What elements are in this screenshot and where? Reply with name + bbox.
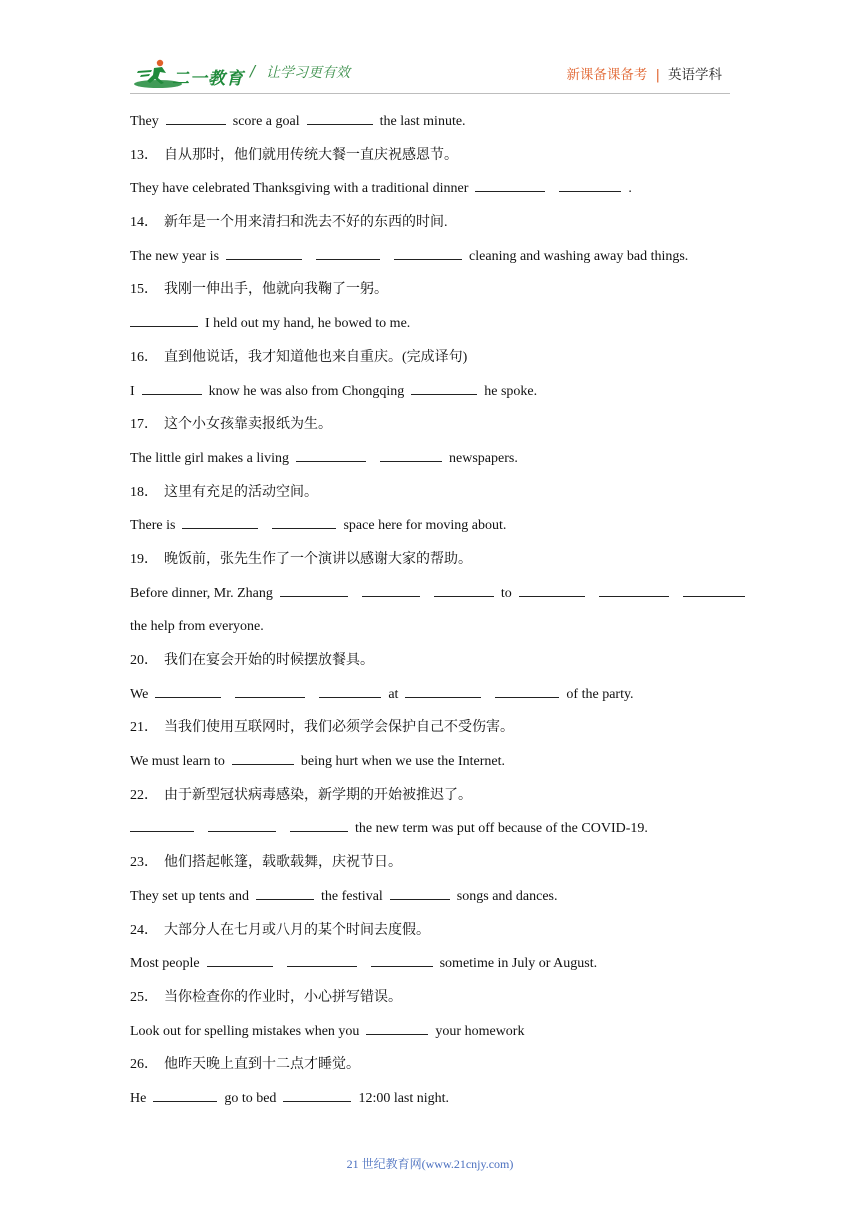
answer-sentence	[130, 312, 740, 346]
answer-sentence	[130, 514, 740, 548]
question-number: 19．	[130, 551, 158, 567]
answer-blank[interactable]	[394, 245, 462, 260]
question-prompt	[130, 144, 740, 178]
sentence-text: newspapers.	[449, 450, 518, 466]
question-number: 13．	[130, 147, 158, 163]
sentence-text: the new term was put off because of the COVID-19.	[355, 821, 648, 837]
question-prompt	[130, 211, 740, 245]
question-text: 他昨天晚上直到十二点才睡觉。	[164, 1057, 360, 1073]
question-prompt	[130, 851, 740, 885]
answer-blank[interactable]	[405, 683, 481, 698]
header-divider: |	[655, 67, 660, 83]
question-text: 这个小女孩靠卖报纸为生。	[164, 417, 332, 433]
sentence-text: We must learn to	[130, 754, 225, 770]
sentence-text: Most people	[130, 956, 200, 972]
answer-blank[interactable]	[287, 952, 357, 967]
question-number: 18．	[130, 484, 158, 500]
question-number: 20．	[130, 653, 158, 668]
answer-blank[interactable]	[182, 514, 258, 529]
answer-sentence	[130, 1087, 740, 1121]
sentence-text: space here for moving about.	[343, 518, 507, 534]
sentence-text: at	[388, 686, 399, 702]
sentence-text: He	[130, 1090, 147, 1106]
sentence-text: We	[130, 686, 149, 702]
answer-sentence	[130, 380, 740, 414]
sentence-text: .	[628, 181, 632, 197]
question-number: 23．	[130, 855, 158, 871]
answer-blank[interactable]	[362, 582, 420, 597]
answer-sentence	[130, 110, 740, 144]
question-prompt	[130, 919, 740, 953]
sentence-text: the festival	[320, 888, 383, 904]
sentence-text: Look out for spelling mistakes when you	[130, 1023, 360, 1039]
question-number: 26．	[130, 1057, 158, 1073]
answer-blank[interactable]	[366, 1020, 428, 1035]
page-footer: 21 世纪教育网(www.21cnjy.com)	[346, 1157, 514, 1171]
question-prompt	[130, 649, 740, 683]
question-prompt	[130, 346, 740, 380]
logo-text: 二一教育	[172, 69, 244, 89]
page-header	[0, 0, 860, 100]
slogan-separator: /	[250, 62, 256, 80]
answer-blank[interactable]	[683, 582, 745, 597]
sentence-text: I	[130, 383, 135, 399]
answer-sentence	[130, 817, 740, 851]
question-prompt	[130, 784, 740, 818]
answer-blank[interactable]	[155, 683, 221, 698]
slogan: 让学习更有效	[266, 65, 350, 81]
answer-blank[interactable]	[142, 380, 202, 395]
question-text: 新年是一个用来清扫和洗去不好的东西的时间.	[164, 215, 448, 231]
sentence-text: of the party.	[566, 686, 634, 702]
question-prompt	[130, 481, 740, 515]
answer-sentence	[130, 615, 740, 649]
sentence-text: songs and dances.	[456, 888, 558, 904]
answer-sentence	[130, 1020, 740, 1054]
sentence-text: The little girl makes a living	[130, 450, 290, 466]
question-text: 我们在宴会开始的时候摆放餐具。	[164, 653, 374, 668]
sentence-text: The new year is	[130, 248, 220, 264]
answer-sentence	[130, 683, 740, 717]
sentence-text: the last minute.	[379, 114, 466, 129]
answer-blank[interactable]	[434, 582, 494, 597]
answer-blank[interactable]	[411, 380, 477, 395]
question-number: 15．	[130, 282, 158, 298]
sentence-text: They have celebrated Thanksgiving with a traditional dinner	[130, 181, 469, 197]
sentence-text: There is	[130, 518, 176, 534]
answer-blank[interactable]	[130, 817, 194, 832]
answer-blank[interactable]	[371, 952, 433, 967]
answer-blank[interactable]	[519, 582, 585, 597]
sentence-text: your homework	[435, 1023, 525, 1039]
sentence-text: he spoke.	[484, 383, 538, 399]
answer-blank[interactable]	[235, 683, 305, 698]
answer-sentence	[130, 750, 740, 784]
sentence-text: They	[130, 114, 159, 129]
answer-blank[interactable]	[272, 514, 336, 529]
question-number: 14．	[130, 215, 158, 231]
question-number: 24．	[130, 922, 158, 938]
header-divider-line	[130, 93, 730, 94]
sentence-text: to	[500, 585, 512, 601]
answer-blank[interactable]	[316, 245, 380, 260]
question-prompt	[130, 278, 740, 312]
question-number: 25．	[130, 989, 158, 1005]
answer-blank[interactable]	[495, 683, 559, 698]
answer-sentence	[130, 582, 740, 616]
question-number: 16．	[130, 349, 158, 365]
question-text: 大部分人在七月或八月的某个时间去度假。	[164, 922, 430, 938]
answer-blank[interactable]	[380, 447, 442, 462]
question-text: 当我们使用互联网时，我们必须学会保护自己不受伤害。	[164, 720, 514, 736]
answer-blank[interactable]	[130, 312, 198, 327]
question-text: 由于新型冠状病毒感染，新学期的开始被推迟了。	[164, 787, 472, 803]
answer-blank[interactable]	[256, 885, 314, 900]
answer-blank[interactable]	[475, 177, 545, 192]
question-prompt	[130, 548, 740, 582]
answer-blank[interactable]	[307, 110, 373, 125]
question-text: 这里有充足的活动空间。	[164, 484, 318, 500]
answer-blank[interactable]	[296, 447, 366, 462]
answer-blank[interactable]	[226, 245, 302, 260]
answer-blank[interactable]	[232, 750, 294, 765]
question-text: 他们搭起帐篷，载歌载舞，庆祝节日。	[164, 855, 402, 871]
answer-blank[interactable]	[319, 683, 381, 698]
sentence-text: go to bed	[224, 1090, 277, 1106]
sentence-text: score a goal	[232, 114, 300, 129]
answer-sentence	[130, 447, 740, 481]
question-prompt	[130, 986, 740, 1020]
sentence-text: know he was also from Chongqing	[208, 383, 405, 399]
answer-sentence	[130, 177, 740, 211]
exercise-content	[130, 110, 740, 1121]
answer-blank[interactable]	[207, 952, 273, 967]
sentence-text: the help from everyone.	[130, 619, 264, 635]
answer-blank[interactable]	[390, 885, 450, 900]
sentence-text: cleaning and washing away bad things.	[469, 248, 689, 264]
sentence-text: sometime in July or August.	[439, 956, 598, 972]
sentence-text: being hurt when we use the Internet.	[300, 754, 506, 770]
answer-blank[interactable]	[280, 582, 348, 597]
sentence-text: Before dinner, Mr. Zhang	[130, 585, 273, 601]
answer-blank[interactable]	[153, 1087, 217, 1102]
answer-blank[interactable]	[290, 817, 348, 832]
answer-blank[interactable]	[283, 1087, 351, 1102]
question-text: 直到他说话，我才知道他也来自重庆。(完成译句)	[164, 349, 468, 365]
question-text: 当你检查你的作业时，小心拼写错误。	[164, 989, 402, 1005]
question-number: 17．	[130, 417, 158, 433]
answer-blank[interactable]	[599, 582, 669, 597]
question-text: 晚饭前，张先生作了一个演讲以感谢大家的帮助。	[164, 551, 472, 567]
question-text: 我刚一伸出手，他就向我鞠了一躬。	[164, 282, 388, 298]
question-number: 21．	[130, 720, 158, 736]
question-prompt	[130, 716, 740, 750]
answer-sentence	[130, 885, 740, 919]
question-text: 自从那时，他们就用传统大餐一直庆祝感恩节。	[164, 147, 458, 163]
answer-blank[interactable]	[559, 177, 621, 192]
sentence-text: I held out my hand, he bowed to me.	[205, 316, 411, 332]
sentence-text: 12:00 last night.	[358, 1090, 450, 1106]
header-subject: 英语学科	[668, 67, 722, 83]
answer-blank[interactable]	[166, 110, 226, 125]
header-right	[566, 63, 722, 83]
answer-sentence	[130, 952, 740, 986]
question-prompt	[130, 1053, 740, 1087]
question-number: 22．	[130, 787, 158, 803]
header-course-label: 新课备课备考	[566, 67, 648, 83]
answer-blank[interactable]	[208, 817, 276, 832]
answer-sentence	[130, 245, 740, 279]
sentence-text: They set up tents and	[130, 888, 249, 904]
question-prompt	[130, 413, 740, 447]
